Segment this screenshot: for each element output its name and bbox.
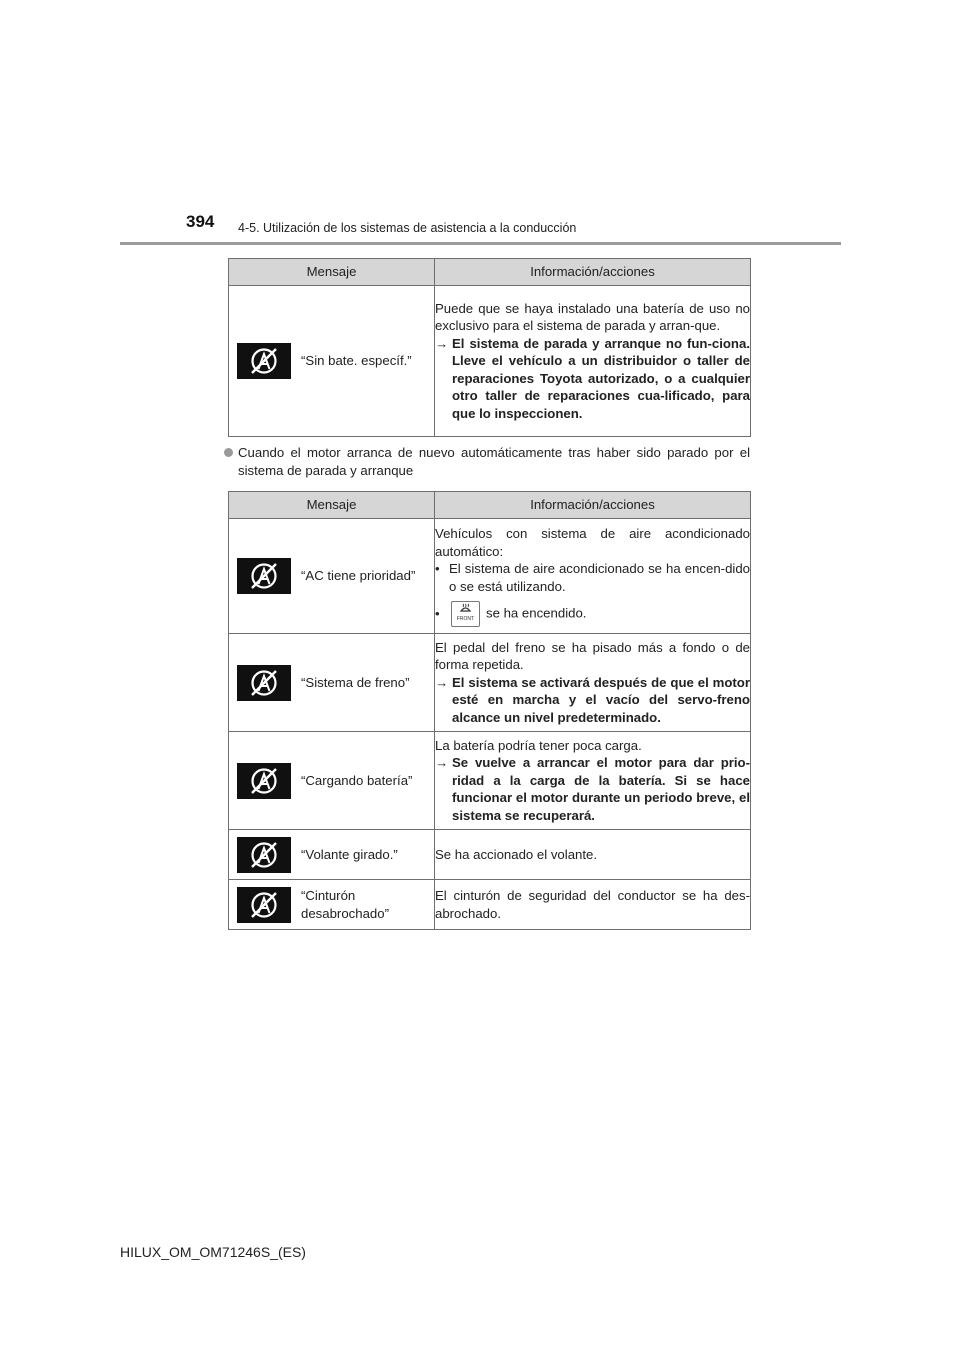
message-text: “Cargando batería” [301,772,413,788]
column-header-info: Información/acciones [435,492,751,519]
note-text: Cuando el motor arranca de nuevo automáticamente tras haber sido parado por el sistema de parada y arranque [238,445,750,478]
right-arrow-icon: → [435,755,449,771]
column-header-message: Mensaje [229,259,435,286]
note-item [224,444,750,479]
action-text: El sistema se activará después de que el motor esté en marcha y el vacío del servo-freno alcance un nivel predeterminado. [452,674,750,725]
table-row [229,634,751,732]
page-number: 394 [186,212,215,231]
column-header-message: Mensaje [229,492,435,519]
column-header-info: Información/acciones [435,259,751,286]
message-text: “Sistema de freno” [301,674,410,690]
stop-start-cancel-icon [237,558,291,594]
section-title: 4-5. Utilización de los sistemas de asistencia a la conducción [238,221,577,235]
stop-start-cancel-icon [237,665,291,701]
right-arrow-icon: → [435,335,449,351]
info-text: El cinturón de seguridad del conductor se ha des-abrochado. [435,888,750,921]
stop-start-cancel-icon [237,763,291,799]
stop-start-cancel-icon [237,887,291,923]
table-row [229,286,751,437]
info-text: El pedal del freno se ha pisado más a fondo o de forma repetida. [435,639,750,673]
message-table-2 [228,491,751,930]
message-text: “AC tiene prioridad” [301,568,416,584]
table-row [229,830,751,880]
table-row [229,732,751,830]
document-code: HILUX_OM_OM71246S_(ES) [120,1244,306,1260]
info-text: Puede que se haya instalado una batería de uso no exclusivo para el sistema de parada y arran-que. [435,300,750,334]
bullet-text: El sistema de aire acondicionado se ha encen-dido o se está utilizando. [449,561,750,594]
bullet-text: se ha encendido. [486,605,587,621]
message-text: “Volante girado.” [301,846,398,862]
message-text: “Sin bate. específ.” [301,353,412,369]
table-row [229,880,751,930]
message-table-1 [228,258,751,437]
header-rule [120,242,841,245]
front-defroster-button-icon [451,601,480,627]
info-text: Vehículos con sistema de aire acondicionado automático: [435,526,750,559]
front-button-label: FRONT [456,616,475,622]
action-text: Se vuelve a arrancar el motor para dar prio-ridad a la carga de la batería. Si se hace funcionar el motor durante un periodo breve, el sistema se recuperará. [452,755,750,823]
stop-start-cancel-icon [237,343,291,379]
stop-start-cancel-icon [237,837,291,873]
info-text: La batería podría tener poca carga. [435,737,642,753]
right-arrow-icon: → [435,674,449,690]
message-text: “Cinturón desabrochado” [301,888,389,921]
action-text: El sistema de parada y arranque no fun-ciona. Lleve el vehículo a un distribuidor o taller de reparaciones Toyota autorizado, o a cualquier otro taller de reparaciones cua-lificado, para que lo inspeccionen. [452,335,750,421]
grey-circle-bullet [224,448,238,458]
table-row: “AC tiene prioridad” Vehículos con sistema de aire acondicionado automático: • El sistema de aire acondicionado se ha encen-dido o se está utilizando. • FRONT se ha encendido. [229,519,751,634]
info-text: Se ha accionado el volante. [435,846,598,862]
